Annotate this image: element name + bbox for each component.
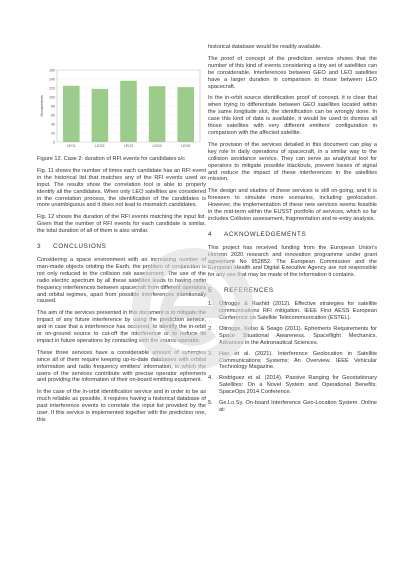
reference-text: Oltrogge, Kelso & Seago (2011). Ephemeris Requirements for Space Situational Awareness. Spaceflight Mechanics. Advances in the Astronautical Sciences. bbox=[219, 325, 377, 346]
bar bbox=[149, 86, 166, 142]
y-tick-label: 120 bbox=[49, 86, 55, 91]
bar bbox=[120, 81, 137, 142]
bar bbox=[92, 89, 109, 142]
x-tick-label: LEO3 bbox=[123, 144, 134, 148]
reference-item bbox=[208, 400, 377, 414]
y-tick-label: 80 bbox=[51, 104, 55, 109]
paragraph: In the case of the in-orbit identification service and in order to be as much reliable as possible, it requires having a historical database of past interference events to correlate the input list provided by the user. If this service is implemented together with the prediction one, this bbox=[37, 389, 206, 423]
left-column bbox=[37, 56, 206, 429]
y-tick-label: 20 bbox=[51, 131, 55, 136]
reference-number: 4. bbox=[208, 375, 213, 382]
reference-text: Hao et al. (2021). Interference Geolocation in Satellite Communications Systems: An Overview. IEEE Vehicular Technology Magazine. bbox=[219, 350, 377, 371]
bar bbox=[177, 87, 194, 142]
section-title: ACKNOWLEDGEMENTS bbox=[224, 230, 307, 238]
paragraph: Fig. 12 shows the duration of the RFI events matching the input list. Given that the number of RFI events for each candidate is similar, the total duration of all of them is also similar. bbox=[37, 214, 206, 235]
section-heading-acknowledgements bbox=[208, 232, 377, 239]
reference-item bbox=[208, 326, 377, 347]
paragraph: Fig. 11 shows the number of times each candidate has an RFI event in the historical list that matches any of the RFI events used as input. The results show the correlation tool is able to properly identify all the candidates. When only LEO satellites are considered in the correlation process, the identification of the candidates is more unambiguous and it does not lead to mismatch candidates. bbox=[37, 167, 206, 209]
reference-list bbox=[208, 301, 377, 414]
x-tick-label: LEO2 bbox=[95, 144, 105, 148]
section-number: 4 bbox=[208, 230, 213, 238]
paragraph: The provision of the services detailed in this document can play a key role in daily operations of spacecraft, in a similar way to the collision avoidance service. They can serve as analytical tool for operators to mitigate possible blackouts, prevent losses of signal and reduce the impact of these interferences in the satellites mission. bbox=[208, 141, 377, 183]
section-title: CONCLUSIONS bbox=[53, 243, 107, 251]
bar-chart-svg bbox=[37, 64, 206, 156]
reference-number: 2. bbox=[208, 325, 213, 332]
bar bbox=[63, 86, 80, 142]
reference-item bbox=[208, 375, 377, 396]
reference-number: 1. bbox=[208, 301, 213, 308]
section-number: 5 bbox=[208, 287, 213, 295]
paragraph: The proof of concept of the prediction service shows that the number of this kind of events considering a tiny set of satellites can be considerable. Interferences between GEO and LEO satellites have a larger duration in comparison to those between LEO spacecraft. bbox=[208, 55, 377, 90]
paragraph: Considering a space environment with an increasing number of man-made objects orbiting the Earth, the problem of conjunction is not only reduced to the collision risk assessment. The use of the radio electric spectrum by all these satellites leads to having radio frequency interferences between spacecraft from different operators and orbital regimes, apart from possible interferences intentionally caused. bbox=[37, 256, 206, 305]
section-heading-conclusions bbox=[37, 244, 206, 251]
figure-caption: Figure 12. Case 2: duration of RFI events for candidates s/c bbox=[37, 156, 185, 162]
paragraph: In the in-orbit source identification proof of concept, it is clear that when trying to differentiate between GEO satellites located within the same longitude slot, the identification can be wrongly done. In case this kind of data is available, it would be used to dismiss all those satellites with very different emitters' configuration in comparison with the affected satellite. bbox=[208, 95, 377, 136]
reference-number: 3. bbox=[208, 350, 213, 357]
section-title: REFERENCES bbox=[224, 287, 274, 295]
y-tick-label: 0 bbox=[53, 140, 55, 145]
bar-chart bbox=[37, 64, 206, 156]
x-tick-label: LEO1 bbox=[66, 144, 76, 148]
reference-text: Oltrogge & Rashid (2012). Effective strategies for satellite communications RFI mitigation. IEEE First AESS European Conference on Satellite Telecommunication (ESTEL). bbox=[219, 301, 377, 321]
x-tick-label: LEO4 bbox=[152, 144, 162, 148]
x-tick-label: LEO5 bbox=[181, 144, 191, 148]
y-tick-label: 60 bbox=[51, 113, 55, 118]
reference-text: Ge.Lo.Sy. On-board Interference Geo-Location System. Online at: bbox=[219, 400, 377, 413]
section-number: 3 bbox=[37, 243, 42, 251]
reference-item bbox=[208, 351, 377, 372]
paragraph: The aim of the services presented in this document is to mitigate the impact of any future interference by using the prediction service, and in case that a interference has occurred, to identify the in-orbit or on-ground source to cut-off the interference or to reduce its impact in future operations by contacting with the source operator. bbox=[37, 310, 206, 344]
paragraph: The design and studies of these services is still on-going, and it is foreseen to simulate more scenarios, including geolocation. However, the implementation of these new services seems feasible in the mid-term within the EUSST portfolio of services, which so far includes Collision assessment, fragmentation and re-entry analysis. bbox=[208, 188, 377, 222]
y-axis-label: Occurrences bbox=[40, 95, 44, 117]
paragraph: These three services have a considerable amount of synergies since all of them require keeping up-to-date databases with orbital information and radio frequency emitters' information, in which the users of the services contribute with precise operator ephemeris and providing the information of their on-board emitting equipment. bbox=[37, 349, 206, 384]
right-column bbox=[208, 44, 377, 418]
y-tick-label: 100 bbox=[49, 95, 55, 100]
y-tick-label: 160 bbox=[49, 68, 55, 73]
section-heading-references bbox=[208, 288, 377, 295]
y-tick-label: 40 bbox=[51, 122, 55, 127]
reference-text: Rodriguez et al. (2014). Passive Ranging for Geostationary Satellites: On a Novel System and Operational Benefits. SpaceOps 2014 Conference. bbox=[219, 375, 377, 396]
reference-number: 5. bbox=[208, 400, 213, 407]
y-tick-label: 140 bbox=[49, 77, 55, 82]
reference-item bbox=[208, 301, 377, 322]
paragraph: historical database would be readily available. bbox=[208, 44, 322, 50]
paragraph: This project has received funding from the European Union's Horizon 2020 research and innovation programme under grant agreement No 952852. The European Commission and the European Health and Digital Executive Agency are not responsible for any use that may be made of the information it contains. bbox=[208, 244, 377, 279]
